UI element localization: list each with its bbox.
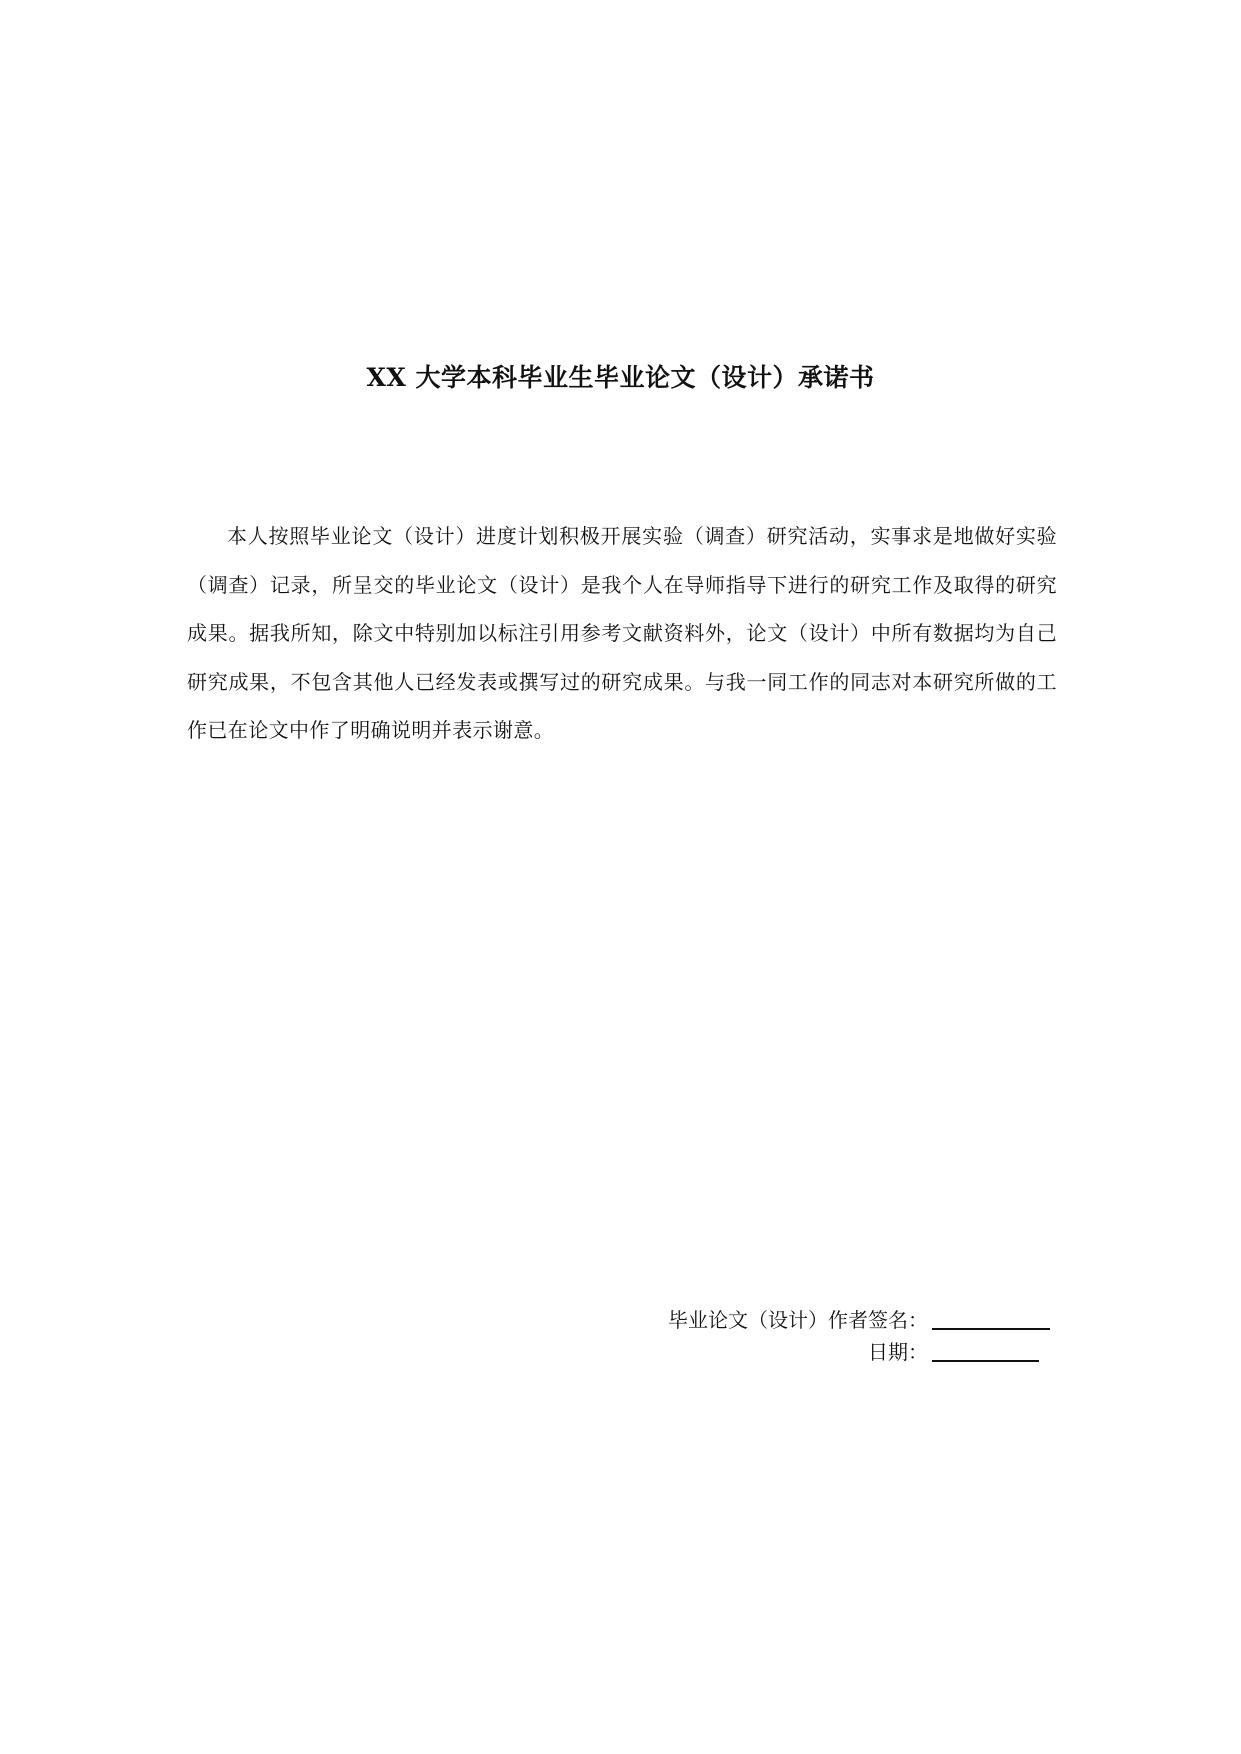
date-label: 日期： bbox=[868, 1340, 928, 1364]
author-signature-line[interactable] bbox=[932, 1328, 1050, 1330]
date-line[interactable] bbox=[932, 1360, 1039, 1362]
commitment-paragraph: 本人按照毕业论文（设计）进度计划积极开展实验（调查）研究活动，实事求是地做好实验（调查）记录，所呈交的毕业论文（设计）是我个人在导师指导下进行的研究工作及取得的研究成果。据我所知，除文中特别加以标注引用参考文献资料外，论文（设计）中所有数据均为自己研究成果，不包含其他人已经发表或撰写过的研究成果。与我一同工作的同志对本研究所做的工作已在论文中作了明确说明并表示谢意。 bbox=[187, 524, 1057, 742]
author-signature-row bbox=[560, 1302, 1060, 1336]
document-title: XX 大学本科毕业生毕业论文（设计）承诺书 bbox=[366, 363, 875, 392]
author-signature-label: 毕业论文（设计）作者签名： bbox=[668, 1308, 928, 1332]
date-row bbox=[560, 1334, 1060, 1368]
